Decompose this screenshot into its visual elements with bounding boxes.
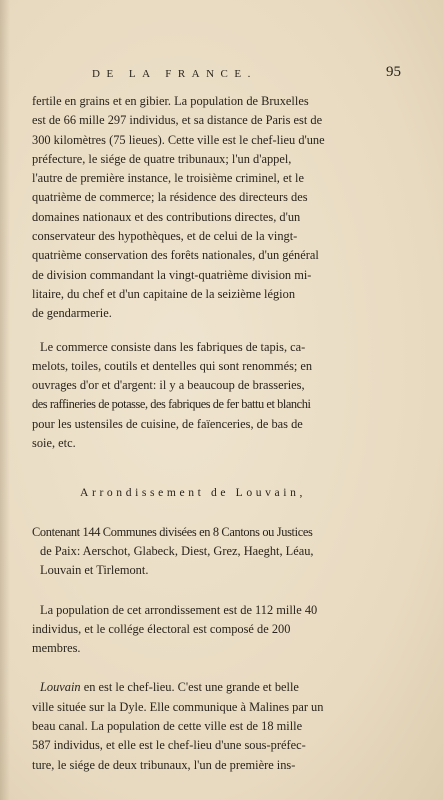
text-line — [32, 678, 354, 697]
text-line: quatrième conservation des forêts nationales, d'un général — [32, 248, 319, 263]
section-title-word: Arrondissement — [80, 486, 205, 500]
paragraph-bruxelles — [32, 92, 354, 324]
text-line: Louvain et Tirlemont. — [40, 563, 149, 578]
text-line: litaire, du chef et d'un capitaine de la seizième légion — [32, 286, 296, 301]
text-line: 587 individus, et elle est le chef-lieu d'une sous-préfec- — [32, 738, 306, 753]
text-line: ture, le siége de deux tribunaux, l'un de première ins- — [32, 757, 296, 772]
text-line: de gendarmerie. — [32, 306, 112, 321]
text-line: est de 66 mille 297 individus, et sa distance de Paris est de — [32, 113, 323, 128]
text-line: de Paix: Aerschot, Glabeck, Diest, Grez, Haeght, Léau, — [40, 543, 314, 558]
text-line: membres. — [32, 641, 81, 656]
text-line: quatrième de commerce; la résidence des directeurs des — [32, 190, 308, 205]
text-line: soie, etc. — [32, 436, 76, 451]
place-name-louvain: Louvain — [40, 680, 81, 695]
text-line: Contenant 144 Communes divisées en 8 Cantons ou Justices — [32, 524, 313, 539]
text-line: préfecture, le siége de quatre tribunaux; l'un d'appel, — [32, 151, 292, 166]
paragraph-communes — [32, 523, 354, 581]
page-fold-shadow — [0, 0, 10, 800]
text-line: domaines nationaux et des contributions directes, d'un — [32, 209, 301, 224]
page-number: 95 — [386, 64, 401, 80]
page-header — [32, 64, 403, 86]
paragraph-population — [32, 601, 354, 659]
paragraph-commerce — [32, 338, 354, 454]
text-line: Le commerce consiste dans les fabriques de tapis, ca- — [40, 339, 306, 354]
text-line: ville située sur la Dyle. Elle communique à Malines par un — [32, 699, 324, 714]
text-line: melots, toiles, coutils et dentelles qui sont renommés; en — [32, 358, 313, 373]
page-body — [32, 92, 354, 775]
text-line: de division commandant la vingt-quatrième division mi- — [32, 267, 312, 282]
text-fragment: en est le chef-lieu. C'est une grande et belle — [80, 680, 299, 695]
section-title-word: Louvain, — [235, 486, 306, 500]
text-line: beau canal. La population de cette ville est de 18 mille — [32, 719, 303, 734]
text-line: l'autre de première instance, le troisième criminel, et le — [32, 171, 304, 186]
text-line: individus, et le collége électoral est composé de 200 — [32, 621, 291, 636]
paragraph-louvain — [32, 678, 354, 774]
text-line: pour les ustensiles de cuisine, de faïenceries, de bas de — [32, 416, 303, 431]
text-line: ouvrages d'or et d'argent: il y a beaucoup de brasseries, — [32, 378, 305, 393]
running-head: DE LA FRANCE. — [92, 68, 257, 80]
section-title — [32, 483, 354, 502]
text-line: conservateur des hypothèques, et de celui de la vingt- — [32, 229, 298, 244]
text-line: fertile en grains et en gibier. La population de Bruxelles — [32, 94, 309, 108]
text-line: 300 kilomètres (75 lieues). Cette ville est le chef-lieu d'une — [32, 132, 325, 147]
text-line: des raffineries de potasse, des fabriques de fer battu et blanchi — [32, 397, 311, 412]
section-title-word: de — [210, 486, 230, 500]
text-line: La population de cet arrondissement est de 112 mille 40 — [40, 602, 318, 617]
